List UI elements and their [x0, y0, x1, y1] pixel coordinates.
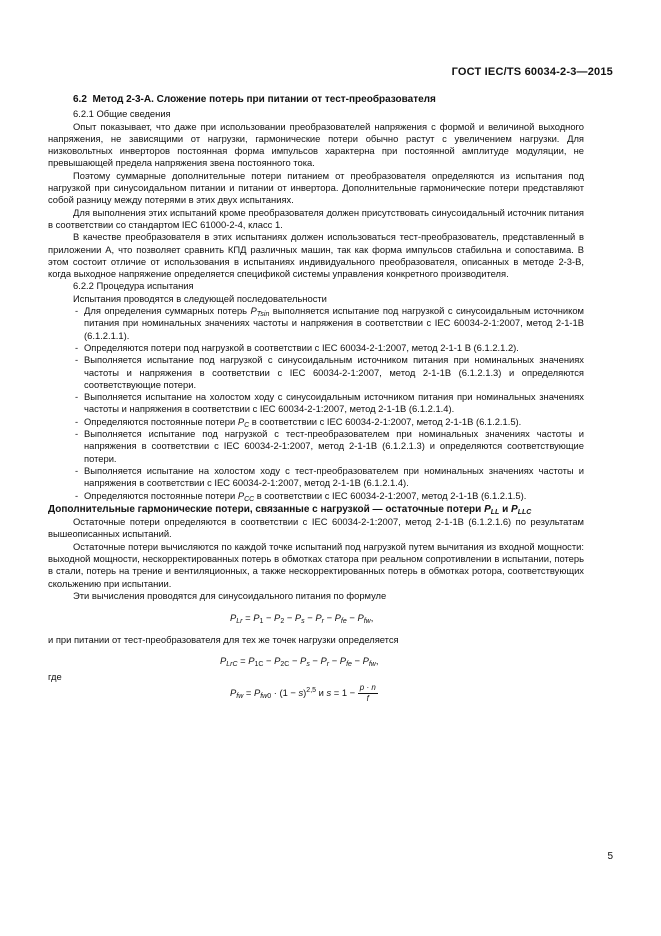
- list-item: - Для определения суммарных потерь $P_{Tsin}$ выполняется испытание под нагрузкой с синусоидальным источником питания при номинальных значениях частоты и напряжения в соответствии с IEC 60034-2-1:2007, метод 2-1-1В (6.1.2.1.1).: [75, 305, 584, 341]
- list-item: - Определяются потери под нагрузкой в соответствии с IEC 60034-2-1:2007, метод 2-1-1 В (6.1.2.1.2).: [75, 341, 519, 353]
- list-item: - Выполняется испытание под нагрузкой с тест-преобразователем при номинальных значениях частоты и напряжения в соответствии с IEC 60034-2-1:2007, метод 2-1-1В (6.1.2.1.3) и определяются соответствующие потери.: [75, 428, 584, 464]
- paragraph: Эти вычисления проводятся для синусоидального питания по формуле: [73, 589, 387, 601]
- page-content: [48, 94, 584, 714]
- paragraph: Остаточные потери вычисляются по каждой точке испытаний под нагрузкой путем вычитания из входной мощности: выходной мощности, нескорректированных потерь в обмотках статора при реальном сопротивлении в испытании, потерь в стали, потерь на трение и вентиляционных, а также нескорректированных потерь в обмотках ротора, соответствующих скольжению при испытании.: [48, 540, 584, 589]
- formula-friction: $P_{fw} = P_{fw0} \cdot (1 - s)^{2,5}$ и s = 1 − $\frac{p \cdot n}{f}$: [230, 683, 376, 704]
- subsection-heading-general: 6.2.1 Общие сведения: [73, 108, 171, 120]
- list-item: - Выполняется испытание на холостом ходу с синусоидальным источником питания при номинальных значениях частоты и напряжения в соответствии с IEC 60034-2-1:2007, метод 2-1-1В (6.1.2.1.4).: [75, 391, 584, 415]
- paragraph: Остаточные потери определяются в соответствии с IEC 60034-2-1:2007, метод 2-1-1В (6.1.2.1.6) по результатам вышеописанных испытаний.: [48, 516, 584, 540]
- document-code-header: ГОСТ IEC/TS 60034-2-3—2015: [451, 66, 613, 78]
- subsection-heading-procedure: 6.2.2 Процедура испытания: [73, 280, 194, 292]
- section-heading: [73, 94, 584, 106]
- list-item: - Определяются постоянные потери $P_{CC}$ в соответствии с IEC 60034-2-1:2007, метод 2-1-1В (6.1.2.1.5).: [75, 489, 527, 503]
- formula-converter: $P_{LrC} = P_{1C} - P_{2C} - P_s - P_r - P_{fe} - P_{fw}$,: [220, 654, 379, 668]
- page-number: 5: [607, 851, 613, 862]
- list-item: - Определяются постоянные потери $P_C$ в соответствии с IEC 60034-2-1:2007, метод 2-1-1В (6.1.2.1.5).: [75, 415, 522, 429]
- formula-sinusoidal: $P_{Lr} = P_1 - P_2 - P_s - P_r - P_{fe} - P_{fw}$,: [230, 612, 374, 626]
- section-number: 6.2: [73, 94, 87, 105]
- paragraph: Поэтому суммарные дополнительные потери питанием от преобразователя определяются из испытания под нагрузкой при синусоидальном питании и питании от инвертора. Дополнительные гармонические потери представляют собой разницу между потерями в этих двух испытаниях.: [48, 169, 584, 206]
- paragraph: Опыт показывает, что даже при использовании преобразователей напряжения с формой и величиной выходного напряжения, не зависящими от нагрузки, гармонические потери обычно растут с увеличением нагрузки. Для низковольтных инверторов постоянная форма импульсов характерна при постоянной амплитуде модуляции, не превышающей предела напряжения звена постоянного тока.: [48, 120, 584, 169]
- residual-losses-heading: Дополнительные гармонические потери, связанные с нагрузкой — остаточные потери $P_{LL}$ и $P_{LLC}$: [48, 503, 532, 516]
- list-item: - Выполняется испытание на холостом ходу с тест-преобразователем при номинальных значениях частоты и напряжения в соответствии с IEC 60034-2-1:2007, метод 2-1-1В (6.1.2.1.4).: [75, 464, 584, 489]
- procedure-list: [48, 305, 584, 502]
- paragraph: Для выполнения этих испытаний кроме преобразователя должен присутствовать синусоидальный источник питания в соответствии со стандартом IEC 61000-2-4, класс 1.: [48, 206, 584, 230]
- section-title: Метод 2-3-А. Сложение потерь при питании от тест-преобразователя: [92, 94, 436, 105]
- list-item: - Выполняется испытание под нагрузкой с синусоидальным источником питания при номинальных значениях частоты и напряжения в соответствии с IEC 60034-2-1:2007, метод 2-1-1В (6.1.2.1.3) и определяются соответствующие потери.: [75, 354, 584, 390]
- paragraph: и при питании от тест-преобразователя для тех же точек нагрузки определяется: [48, 634, 399, 646]
- procedure-intro: Испытания проводятся в следующей последовательности: [73, 292, 327, 304]
- paragraph: В качестве преобразователя в этих испытаниях должен использоваться тест-преобразователь, представленный в приложении А, что позволяет сравнить КПД различных машин, так как форма импульсов стабильна и сопоставима. В этом состоит отличие от использования в испытаниях индивидуального преобразователя, описанных в методе 2-3-В, когда выходное напряжение определяется спецификой системы управления конкретного производителя.: [48, 231, 584, 280]
- where-label: где: [48, 671, 62, 683]
